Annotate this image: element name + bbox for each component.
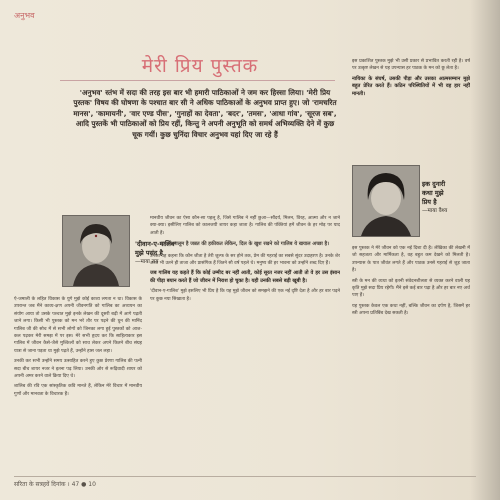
left-caption-line1: 'दीवान-ए-गालिब' bbox=[135, 240, 177, 248]
section-tag: अनुभव bbox=[14, 11, 35, 20]
right-caption-line1: इक दुनारी bbox=[422, 180, 446, 188]
right-photo-caption bbox=[422, 180, 482, 216]
col-left-para-3: शालिब की रवि एक सांस्कृतिक कवि मानते हैं, लेकिन मेरे विचार में मानवीय गुणों और मानवता के विचारक हैं। bbox=[14, 384, 142, 397]
portrait-right-image bbox=[353, 166, 419, 236]
col-left-para-2: उनकी कर सभी उन्होंने समय उत्साहित करने हुए कुछ प्रेरणा गालिब की पत्नी सदा बीच शायर नजर ने इतना पढ़ लिया। उनकी ओर से रूढ़िवादी शायर को अपनी अमर करने वाले क्रिया दिए थे। bbox=[14, 359, 142, 380]
col-left-para-1: ऐ-जमाली के लहित विकास के युगे मुझे कोई काव्य लगता न था। विकास के उपरान्त जब मैंने काव्य-क्षण अपनी जीवनगति को गालिब का अध्ययन का संयोग आया तो उसके पश्चात मुझे इनके लेखन की दूसरी बढ़ी में आगे पढ़ती जाने लगा। किसी भी पुस्तक को मन भरे तौर पर पढ़ने की धुन की मानिंद गालिब जी की सोच में से सभी लोगों को जिनका लगा हुई पुस्तकों को आज-कल पढ़कर मेरी समझ में पर इस। मेरे सभी हृदय कर कि साहित्यकार इस गालिब में जीवन कैसे-जैसे मुश्किलों को साथ लेकर अपने कितने बीच संग्रह यात्रा से जाना पड़ता था मुझे पढ़ते हैं, उन्होंने हास जल लहा। bbox=[14, 297, 142, 354]
col-middle-para-2: उनका यह कहना कि कौन जीता है तेरी जुल्फ के सर होने तक, प्रेम की गहराई का सबसे सुंदर उदाहरण है। उनके शेर आज भी उतने ही ताजा और प्रासंगिक हैं जितने सौ वर्ष पहले थे। मनुष्य की हर भावना को उन्होंने शब्द दिए हैं। bbox=[150, 253, 340, 267]
col-right-bottom-para-1: इस पुस्तक ने मेरे जीवन को एक नई दिशा दी है। लेखिका की लेखनी में जो सहजता और मार्मिकता है, वह बहुत कम देखने को मिलती है। उपन्यास के पात्र जीवंत लगते हैं और पाठक उनसे गहराई से जुड़ जाता है। bbox=[352, 246, 470, 274]
left-caption-author: —माया राय bbox=[135, 259, 159, 265]
col-right-bottom-para-3: यह पुस्तक केवल एक कथा नहीं, बल्कि जीवन का दर्पण है, जिसमें हर स्त्री अपना प्रतिबिंब देख सकती है। bbox=[352, 303, 470, 317]
col-right-bottom-para-2: स्त्री के मन की व्यथा को इतनी संवेदनशीलता से व्यक्त करने वाली यह कृति मुझे सदा प्रिय रहेगी। मैंने इसे कई बार पढ़ा है और हर बार नए अर्थ पाए हैं। bbox=[352, 278, 470, 299]
left-caption-line2: मुझे पसंद है bbox=[135, 249, 163, 257]
article-column-right-bottom bbox=[352, 245, 470, 473]
title-rule bbox=[60, 80, 335, 81]
right-caption-author: —माया वैश्य bbox=[422, 208, 448, 214]
col-right-top-para-1: इस प्रकाशित पुस्तक मुझे भी उसी प्रकार से प्रभावित करती रही है। वर्ष पर उत्कृष्ट लेखन से यह उपन्यास हर पाठक के मन को छू लेता है। bbox=[352, 59, 470, 72]
article-column-middle bbox=[150, 215, 340, 473]
right-caption-line2: कथा मुझे bbox=[422, 189, 444, 197]
col-middle-para-1: मानवीय जीवन का ऐसा कौन-सा पहलू है, जिसे गालिब ने नहीं छुआ—सौंदर्य, मिलन, विरह, आत्मा और न जाने क्या-क्या। इसीलिए गालिब को कालजयी शायर कहा जाता है। गालिब की पंक्तियां हमें जीवन के हर मोड़ पर याद आती हैं। bbox=[150, 216, 340, 236]
col-middle-para-3: जब गालिब यह कहते हैं कि कोई उम्मीद बर नहीं आती, कोई सूरत नजर नहीं आती तो वे हर उस इंसान की पीड़ा बयान करते हैं जो जीवन में निराश हो चुका है। यही उनकी सबसे बड़ी खूबी है। bbox=[150, 270, 340, 284]
page-footer: सरिता के सत्रहवें दिनांक । 47 ● 10 bbox=[14, 481, 96, 488]
article-column-right-top bbox=[352, 58, 470, 158]
article-column-left bbox=[14, 296, 142, 472]
portrait-left-image bbox=[63, 216, 129, 286]
portrait-photo-right bbox=[352, 165, 420, 237]
page-title: मेरी प्रिय पुस्तक bbox=[141, 55, 259, 77]
footer-rule bbox=[14, 476, 476, 477]
col-middle-quote: हमको मालूम है जन्नत की हकीकत लेकिन, दिल के खुश रखने को गालिब ये खयाल अच्छा है। bbox=[160, 241, 330, 248]
intro-paragraph: 'अनुभव' स्तंभ में सदा की तरह इस बार भी हमारी पाठिकाओं ने जम कर हिस्सा लिया। 'मेरी प्रिय पुस्तक' विषय की घोषणा के पश्चात बार सी ने अधिक पाठिकाओं के अनुभव प्राप्त हुए। जो 'रामचरित मानस', 'कामायनी', 'वार एण्ड पीस', 'गुनाहों का देवता', 'बदर', 'तमस', 'आधा गांव', 'सूरज सब', आदि पुस्तकें भी पाठिकाओं को प्रिय रहीं, किन्तु ने अपनी अनुभूति को समर्थ अभिव्यक्ति देने में कुछ चूक गयीं। कुछ चुनिंदा विचार अनुभव यहां दिए जा रहे हैं bbox=[73, 88, 337, 139]
page-spine-shadow bbox=[470, 0, 500, 500]
col-right-top-para-2: नायिका के संघर्ष, उसकी पीड़ा और उसका आत्मसम्मान मुझे बहुत प्रेरित करते हैं। कठिन परिस्थितियों में भी वह हार नहीं मानती। bbox=[352, 75, 470, 97]
col-middle-para-4: 'दीवान-ए-गालिब' मुझे इसलिए भी प्रिय है कि यह मुझे जीवन को समझने की एक नई दृष्टि देता है और हर बार पढ़ने पर कुछ नया सिखाता है। bbox=[150, 289, 340, 302]
portrait-photo-left bbox=[62, 215, 130, 287]
right-caption-line3: प्रिय है bbox=[422, 198, 437, 206]
